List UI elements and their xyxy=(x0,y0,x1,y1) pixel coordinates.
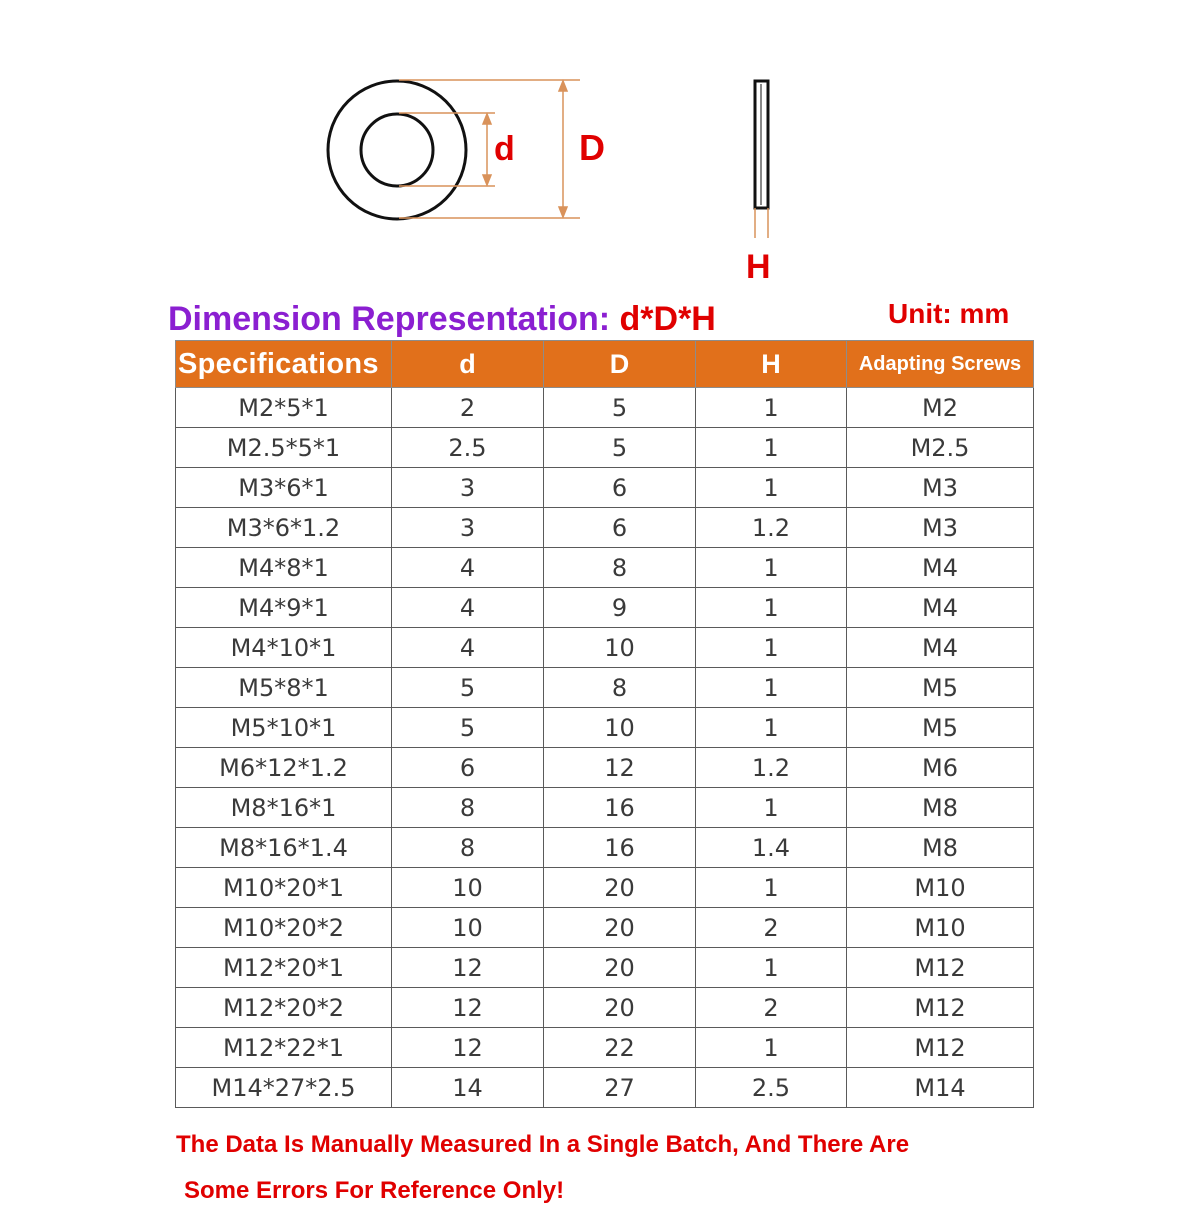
cell-H: 1 xyxy=(696,788,847,828)
cell-D: 12 xyxy=(544,748,696,788)
cell-d: 6 xyxy=(392,748,544,788)
cell-adapting-screw: M5 xyxy=(847,668,1034,708)
cell-specification: M3*6*1 xyxy=(176,468,392,508)
table-row xyxy=(176,548,1034,588)
cell-specification: M10*20*1 xyxy=(176,868,392,908)
title-formula: d*D*H xyxy=(619,300,716,338)
table-row xyxy=(176,628,1034,668)
table-row xyxy=(176,428,1034,468)
cell-d: 10 xyxy=(392,868,544,908)
cell-H: 1.4 xyxy=(696,828,847,868)
cell-H: 1 xyxy=(696,588,847,628)
cell-adapting-screw: M4 xyxy=(847,628,1034,668)
cell-D: 10 xyxy=(544,708,696,748)
cell-adapting-screw: M2 xyxy=(847,388,1034,428)
table-row xyxy=(176,388,1034,428)
cell-specification: M5*10*1 xyxy=(176,708,392,748)
cell-adapting-screw: M2.5 xyxy=(847,428,1034,468)
header-d: d xyxy=(392,341,544,388)
cell-d: 12 xyxy=(392,1028,544,1068)
inner-diameter-dimension xyxy=(399,113,495,186)
cell-H: 1 xyxy=(696,1028,847,1068)
cell-d: 10 xyxy=(392,908,544,948)
cell-H: 1.2 xyxy=(696,508,847,548)
cell-specification: M8*16*1.4 xyxy=(176,828,392,868)
cell-adapting-screw: M3 xyxy=(847,508,1034,548)
cell-D: 27 xyxy=(544,1068,696,1108)
cell-d: 3 xyxy=(392,468,544,508)
cell-D: 22 xyxy=(544,1028,696,1068)
cell-specification: M5*8*1 xyxy=(176,668,392,708)
table-header-row xyxy=(176,341,1034,388)
table-row xyxy=(176,748,1034,788)
washer-dimension-diagram xyxy=(0,0,1200,300)
cell-d: 4 xyxy=(392,628,544,668)
cell-adapting-screw: M12 xyxy=(847,1028,1034,1068)
cell-H: 1 xyxy=(696,428,847,468)
cell-H: 1 xyxy=(696,948,847,988)
cell-d: 4 xyxy=(392,588,544,628)
cell-D: 20 xyxy=(544,988,696,1028)
cell-d: 2 xyxy=(392,388,544,428)
cell-specification: M12*20*1 xyxy=(176,948,392,988)
washer-inner-circle xyxy=(361,114,433,186)
table-row xyxy=(176,988,1034,1028)
label-outer-diameter: D xyxy=(579,127,605,168)
cell-specification: M2*5*1 xyxy=(176,388,392,428)
cell-D: 5 xyxy=(544,388,696,428)
outer-diameter-dimension xyxy=(399,80,580,218)
cell-adapting-screw: M12 xyxy=(847,988,1034,1028)
cell-adapting-screw: M6 xyxy=(847,748,1034,788)
cell-d: 3 xyxy=(392,508,544,548)
disclaimer-line-2: Some Errors For Reference Only! xyxy=(184,1177,565,1204)
cell-H: 1 xyxy=(696,388,847,428)
disclaimer-line-1: The Data Is Manually Measured In a Single Batch, And There Are xyxy=(176,1131,910,1158)
cell-d: 12 xyxy=(392,988,544,1028)
cell-H: 1 xyxy=(696,628,847,668)
table-row xyxy=(176,708,1034,748)
cell-H: 2 xyxy=(696,988,847,1028)
cell-D: 20 xyxy=(544,868,696,908)
cell-H: 1 xyxy=(696,868,847,908)
cell-d: 8 xyxy=(392,788,544,828)
table-row xyxy=(176,948,1034,988)
cell-d: 12 xyxy=(392,948,544,988)
table-row xyxy=(176,1028,1034,1068)
washer-outer-circle xyxy=(328,81,466,219)
cell-D: 10 xyxy=(544,628,696,668)
cell-specification: M4*9*1 xyxy=(176,588,392,628)
cell-d: 5 xyxy=(392,668,544,708)
cell-D: 16 xyxy=(544,828,696,868)
cell-H: 1.2 xyxy=(696,748,847,788)
cell-H: 1 xyxy=(696,668,847,708)
disclaimer-note xyxy=(176,1122,909,1214)
cell-H: 2 xyxy=(696,908,847,948)
cell-D: 16 xyxy=(544,788,696,828)
cell-d: 2.5 xyxy=(392,428,544,468)
table-row xyxy=(176,468,1034,508)
cell-D: 6 xyxy=(544,508,696,548)
cell-specification: M3*6*1.2 xyxy=(176,508,392,548)
table-row xyxy=(176,908,1034,948)
thickness-dimension xyxy=(755,208,768,238)
table-row xyxy=(176,508,1034,548)
table-row xyxy=(176,868,1034,908)
cell-d: 4 xyxy=(392,548,544,588)
cell-adapting-screw: M12 xyxy=(847,948,1034,988)
cell-D: 9 xyxy=(544,588,696,628)
cell-D: 5 xyxy=(544,428,696,468)
title-prefix: Dimension Representation: xyxy=(168,300,620,338)
cell-specification: M6*12*1.2 xyxy=(176,748,392,788)
table-row xyxy=(176,588,1034,628)
cell-H: 1 xyxy=(696,708,847,748)
cell-H: 2.5 xyxy=(696,1068,847,1108)
cell-d: 8 xyxy=(392,828,544,868)
cell-D: 20 xyxy=(544,948,696,988)
header-H: H xyxy=(696,341,847,388)
cell-D: 8 xyxy=(544,668,696,708)
cell-D: 6 xyxy=(544,468,696,508)
cell-specification: M12*22*1 xyxy=(176,1028,392,1068)
table-row xyxy=(176,828,1034,868)
cell-adapting-screw: M5 xyxy=(847,708,1034,748)
unit-label: Unit: mm xyxy=(888,298,1010,329)
cell-adapting-screw: M14 xyxy=(847,1068,1034,1108)
header-D: D xyxy=(544,341,696,388)
cell-specification: M4*8*1 xyxy=(176,548,392,588)
label-inner-diameter: d xyxy=(494,130,515,168)
table-row xyxy=(176,668,1034,708)
cell-specification: M8*16*1 xyxy=(176,788,392,828)
table-body xyxy=(176,388,1034,1108)
cell-specification: M10*20*2 xyxy=(176,908,392,948)
cell-adapting-screw: M10 xyxy=(847,908,1034,948)
cell-adapting-screw: M8 xyxy=(847,828,1034,868)
cell-H: 1 xyxy=(696,548,847,588)
cell-adapting-screw: M10 xyxy=(847,868,1034,908)
cell-adapting-screw: M4 xyxy=(847,548,1034,588)
label-thickness: H xyxy=(746,248,771,286)
cell-d: 5 xyxy=(392,708,544,748)
cell-H: 1 xyxy=(696,468,847,508)
table-row xyxy=(176,788,1034,828)
cell-specification: M12*20*2 xyxy=(176,988,392,1028)
cell-specification: M14*27*2.5 xyxy=(176,1068,392,1108)
header-adapting-screws: Adapting Screws xyxy=(847,341,1034,388)
cell-specification: M4*10*1 xyxy=(176,628,392,668)
cell-D: 8 xyxy=(544,548,696,588)
specifications-table xyxy=(175,340,1034,1108)
cell-adapting-screw: M4 xyxy=(847,588,1034,628)
cell-D: 20 xyxy=(544,908,696,948)
cell-d: 14 xyxy=(392,1068,544,1108)
table-row xyxy=(176,1068,1034,1108)
header-specifications: Specifications xyxy=(176,341,392,388)
cell-adapting-screw: M3 xyxy=(847,468,1034,508)
dimension-representation-title xyxy=(168,300,716,339)
cell-adapting-screw: M8 xyxy=(847,788,1034,828)
cell-specification: M2.5*5*1 xyxy=(176,428,392,468)
